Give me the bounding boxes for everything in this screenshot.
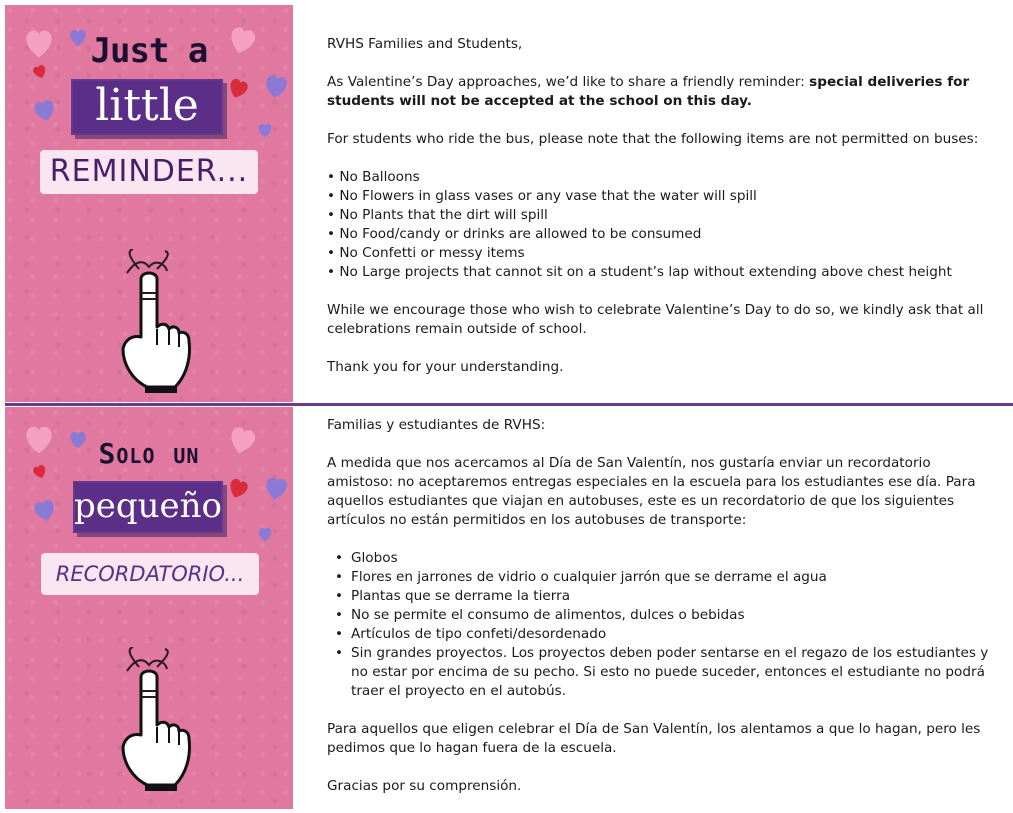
list-item: • Globos [351,549,999,568]
list-item: • No se permite el consumo de alimentos, dulces o bebidas [351,606,999,625]
intro-en-bold: special deliveries for students will not be accepted at the school on this day. [327,74,970,109]
heart-icon [261,475,291,503]
list-item: • Sin grandes proyectos. Los proyectos deben poder sentarse en el regazo de los estudiantes y no estar por encima de su pecho. Si esto no puede suceder, entonces el estudiante no podrá traer el proyecto en el autobús. [351,644,999,701]
prohibited-list-es [327,549,999,701]
heart-icon [31,497,60,524]
greeting-es: Familias y estudiantes de RVHS: [327,417,546,433]
closing-en: While we encourage those who wish to celebrate Valentine’s Day to do so, we kindly ask that all celebrations remain outside of school. [327,302,984,337]
list-item: • No Confetti or messy items [327,245,525,261]
pointing-finger-string-icon [109,249,199,394]
letter-en [327,35,999,377]
list-item: • No Balloons [327,169,420,185]
graphic-title-line2: little [71,79,223,135]
list-item: • No Plants that the dirt will spill [327,207,548,223]
prohibited-list-en [327,168,999,282]
graphic-title-line1: Just a [90,31,208,71]
list-item: • No Large projects that cannot sit on a student’s lap without extending above chest height [327,264,952,280]
heart-icon [224,76,252,102]
heart-icon [261,73,291,101]
list-item: • No Food/candy or drinks are allowed to be consumed [327,226,702,242]
intro-en-text: As Valentine’s Day approaches, we’d like to share a friendly reminder: [327,74,810,90]
pointing-finger-string-icon [109,647,199,792]
intro-en [327,73,999,111]
graphic-title-line3: RECORDATORIO... [41,553,259,595]
list-item: • No Flowers in glass vases or any vase that the water will spill [327,188,757,204]
heart-icon [257,123,273,138]
list-item: • Plantas que se derrame la tierra [351,587,999,606]
greeting-en: RVHS Families and Students, [327,36,523,52]
thanks-es: Gracias por su comprensión. [327,778,522,794]
heart-icon [257,527,273,542]
bus-note-en: For students who ride the bus, please note that the following items are not permitted on buses: [327,131,979,147]
letter-es [327,416,999,796]
graphic-title-line3: REMINDER... [40,150,258,194]
thanks-en: Thank you for your understanding. [327,359,564,375]
list-item: • Flores en jarrones de vidrio o cualquier jarrón que se derrame el agua [351,568,999,587]
reminder-graphic-en [5,5,293,402]
heart-icon [31,97,60,124]
reminder-graphic-es [5,407,293,809]
section-divider [5,403,1013,406]
list-item: • Artículos de tipo confeti/desordenado [351,625,999,644]
graphic-title-line2: pequeño [73,481,223,533]
graphic-title-line1: Solo un [98,437,200,470]
closing-es: Para aquellos que eligen celebrar el Día de San Valentín, los alentamos a que lo hagan, pero les pedimos que lo hagan fuera de la escuela. [327,721,981,756]
heart-icon [224,476,252,502]
intro-es: A medida que nos acercamos al Día de San Valentín, nos gustaría enviar un recordatorio amistoso: no aceptaremos entregas especiales en la escuela para los estudiantes ese día. Para aquellos estudiantes que viajan en autobuses, este es un recordatorio de que los siguientes artículos no están permitidos en los autobuses de transporte: [327,455,976,528]
